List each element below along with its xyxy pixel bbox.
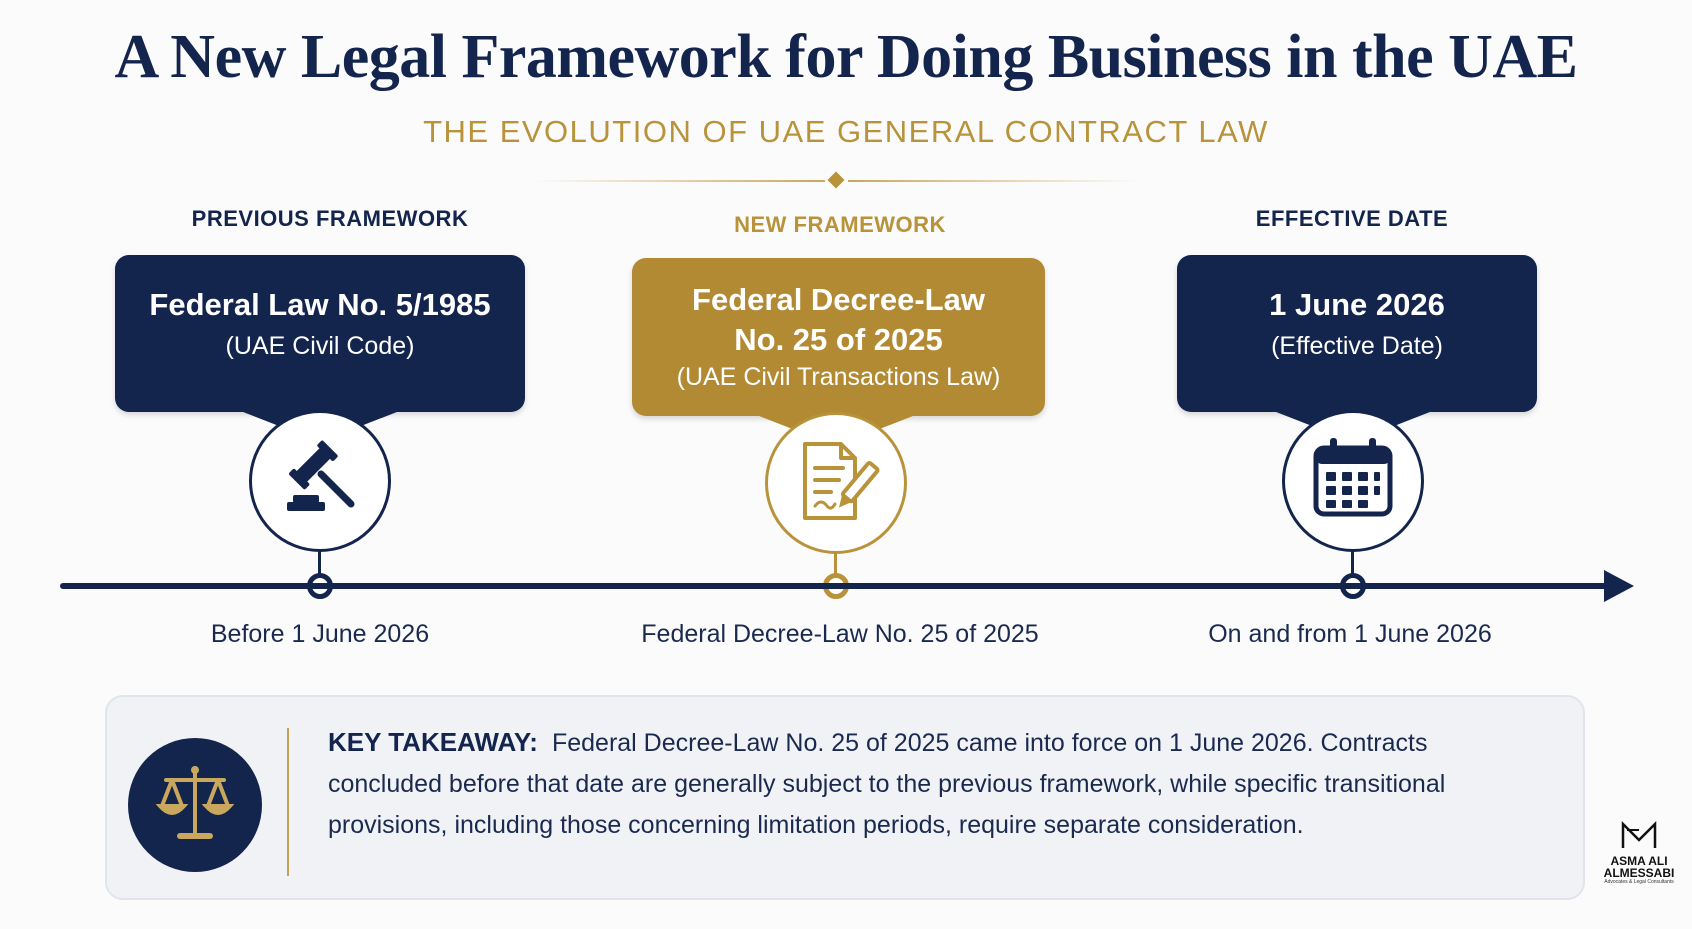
firm-name-line1: ASMA ALI (1610, 854, 1668, 868)
firm-name-line2: ALMESSABI (1603, 866, 1675, 880)
effective-date-box (1177, 255, 1537, 412)
effective-date-caption: (Effective Date) (1271, 332, 1443, 360)
new-framework-heading: NEW FRAMEWORK (734, 212, 946, 237)
previous-framework-law: Federal Law No. 5/1985 (149, 287, 491, 322)
new-framework-icon-circle (765, 412, 907, 554)
document-signature-icon (791, 436, 881, 531)
previous-framework-heading: PREVIOUS FRAMEWORK (191, 206, 469, 231)
gavel-icon (275, 434, 365, 529)
new-framework-law-name: (UAE Civil Transactions Law) (676, 363, 1001, 391)
new-framework-law-line2: No. 25 of 2025 (734, 322, 943, 357)
scales-of-justice-icon (150, 758, 240, 853)
divider-right (848, 180, 1138, 182)
firm-logo (1598, 820, 1680, 885)
key-takeaway-label: KEY TAKEAWAY: (328, 727, 538, 757)
previous-framework-timeline-label: Before 1 June 2026 (210, 620, 430, 648)
new-framework-timeline-label: Federal Decree-Law No. 25 of 2025 (641, 620, 1039, 648)
key-takeaway-body: Federal Decree-Law No. 25 of 2025 came into force on 1 June 2026. Contracts concluded before that date are generally subject to the previous framework, while specific transitional provisions, including those concerning limitation periods, require separate consideration. (328, 729, 1446, 839)
page-subtitle: THE EVOLUTION OF UAE GENERAL CONTRACT LAW (423, 114, 1269, 149)
divider-diamond (828, 172, 845, 189)
firm-tagline: Advocates & Legal Consultants (1604, 879, 1674, 885)
key-takeaway-icon-circle (128, 738, 262, 872)
timeline-line (60, 583, 1610, 589)
effective-date-heading: EFFECTIVE DATE (1255, 206, 1449, 231)
key-takeaway-divider (287, 728, 289, 876)
divider-left (535, 180, 825, 182)
effective-date-timeline-label: On and from 1 June 2026 (1208, 620, 1492, 648)
previous-framework-icon-circle (249, 410, 391, 552)
key-takeaway-text-block (328, 722, 1478, 846)
effective-date-value: 1 June 2026 (1269, 287, 1445, 322)
firm-monogram-icon (1619, 820, 1659, 850)
calendar-icon (1308, 434, 1398, 529)
page-title: A New Legal Framework for Doing Business in the UAE (114, 23, 1578, 91)
new-framework-box (632, 258, 1045, 416)
previous-framework-law-name: (UAE Civil Code) (225, 332, 415, 360)
previous-framework-box (115, 255, 525, 412)
effective-date-icon-circle (1282, 410, 1424, 552)
timeline-arrow-head (1604, 570, 1634, 602)
new-framework-law-line1: Federal Decree-Law (692, 282, 985, 317)
